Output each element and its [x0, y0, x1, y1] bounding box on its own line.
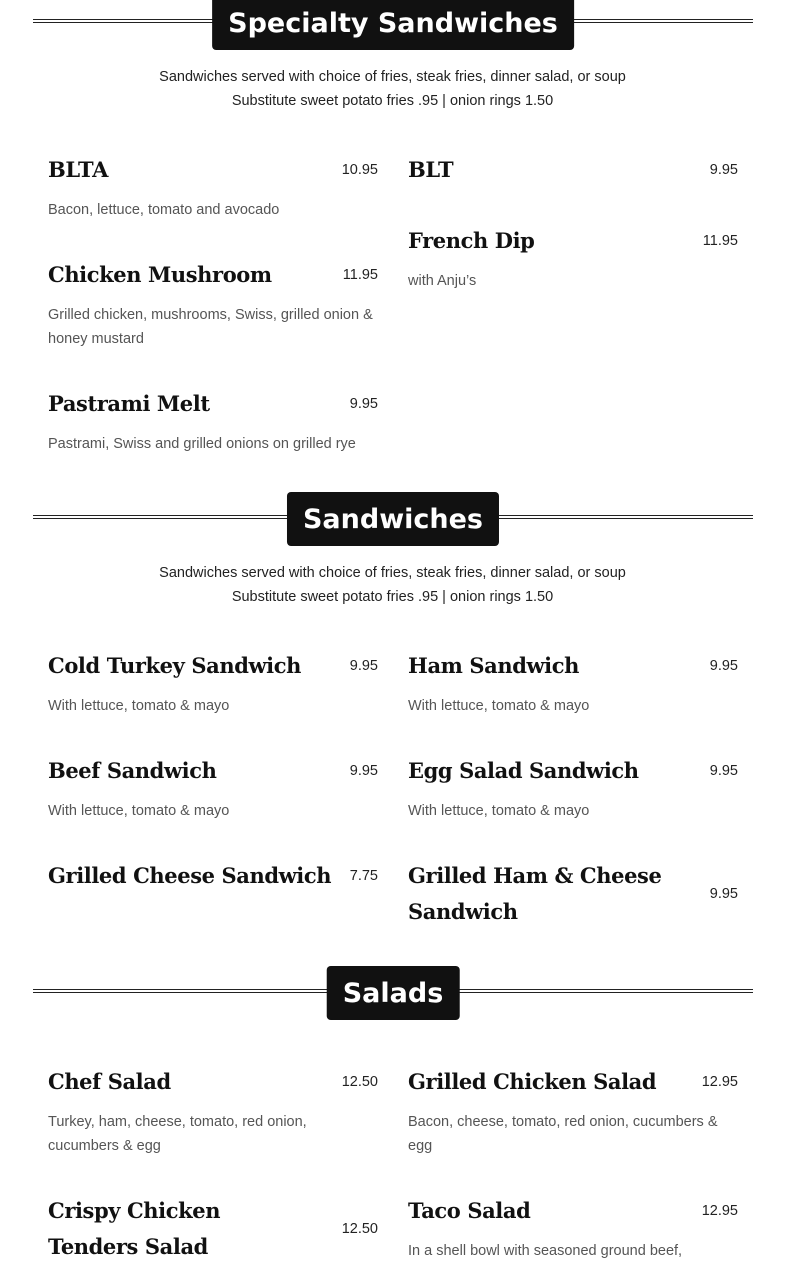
item-price: 9.95	[709, 886, 738, 902]
item-name: Ham Sandwich	[408, 653, 580, 678]
item-price: 9.95	[709, 162, 738, 178]
item-price: 9.95	[349, 396, 378, 412]
item-price: 10.95	[341, 162, 378, 178]
item-description: Pastrami, Swiss and grilled onions on grilled rye	[48, 436, 356, 452]
section-title: Specialty Sandwiches	[212, 0, 574, 50]
section-header-salads	[33, 966, 753, 1020]
item-price: 7.75	[349, 868, 378, 884]
item-price: 9.95	[349, 763, 378, 779]
item-price: 11.95	[342, 267, 378, 283]
item-name: Grilled Chicken Salad	[408, 1069, 657, 1094]
item-price: 11.95	[702, 233, 738, 249]
item-name: Chef Salad	[48, 1069, 171, 1094]
section-note-line-2: Substitute sweet potato fries .95 | onion rings 1.50	[231, 93, 554, 109]
item-description: With lettuce, tomato & mayo	[408, 698, 590, 714]
section-title: Salads	[327, 966, 460, 1020]
item-name: Grilled Ham & Cheese Sandwich	[408, 863, 662, 924]
section-note-line-2: Substitute sweet potato fries .95 | onion rings 1.50	[231, 589, 554, 605]
item-price: 9.95	[349, 658, 378, 674]
item-name: French Dip	[408, 228, 535, 253]
item-description: Grilled chicken, mushrooms, Swiss, grilled onion & honey mustard	[48, 307, 373, 347]
item-price: 12.50	[341, 1074, 378, 1090]
item-price: 9.95	[709, 658, 738, 674]
item-name: BLTA	[48, 157, 108, 182]
item-name: Crispy Chicken Tenders Salad	[48, 1198, 221, 1259]
section-header-specialty-sandwiches	[33, 0, 753, 50]
item-description: With lettuce, tomato & mayo	[48, 803, 230, 819]
item-description: Bacon, cheese, tomato, red onion, cucumbers & egg	[408, 1114, 718, 1154]
item-description: Turkey, ham, cheese, tomato, red onion, cucumbers & egg	[48, 1114, 307, 1154]
item-name: Taco Salad	[408, 1198, 531, 1223]
section-title: Sandwiches	[287, 492, 499, 546]
section-note-line-1: Sandwiches served with choice of fries, steak fries, dinner salad, or soup	[159, 69, 626, 85]
item-name: BLT	[408, 157, 454, 182]
item-name: Chicken Mushroom	[48, 262, 272, 287]
item-description: With lettuce, tomato & mayo	[48, 698, 230, 714]
item-description: with Anju’s	[408, 273, 477, 289]
item-price: 12.95	[701, 1074, 738, 1090]
item-description: With lettuce, tomato & mayo	[408, 803, 590, 819]
item-name: Grilled Cheese Sandwich	[48, 863, 332, 888]
item-price: 9.95	[709, 763, 738, 779]
item-name: Beef Sandwich	[48, 758, 217, 783]
section-header-sandwiches	[33, 492, 753, 546]
section-note-line-1: Sandwiches served with choice of fries, steak fries, dinner salad, or soup	[159, 565, 626, 581]
item-name: Pastrami Melt	[48, 391, 210, 416]
item-name: Cold Turkey Sandwich	[48, 653, 301, 678]
item-description: In a shell bowl with seasoned ground beef,	[408, 1243, 683, 1259]
item-price: 12.50	[341, 1221, 378, 1237]
item-name: Egg Salad Sandwich	[408, 758, 639, 783]
item-price: 12.95	[701, 1203, 738, 1219]
item-description: Bacon, lettuce, tomato and avocado	[48, 202, 280, 218]
